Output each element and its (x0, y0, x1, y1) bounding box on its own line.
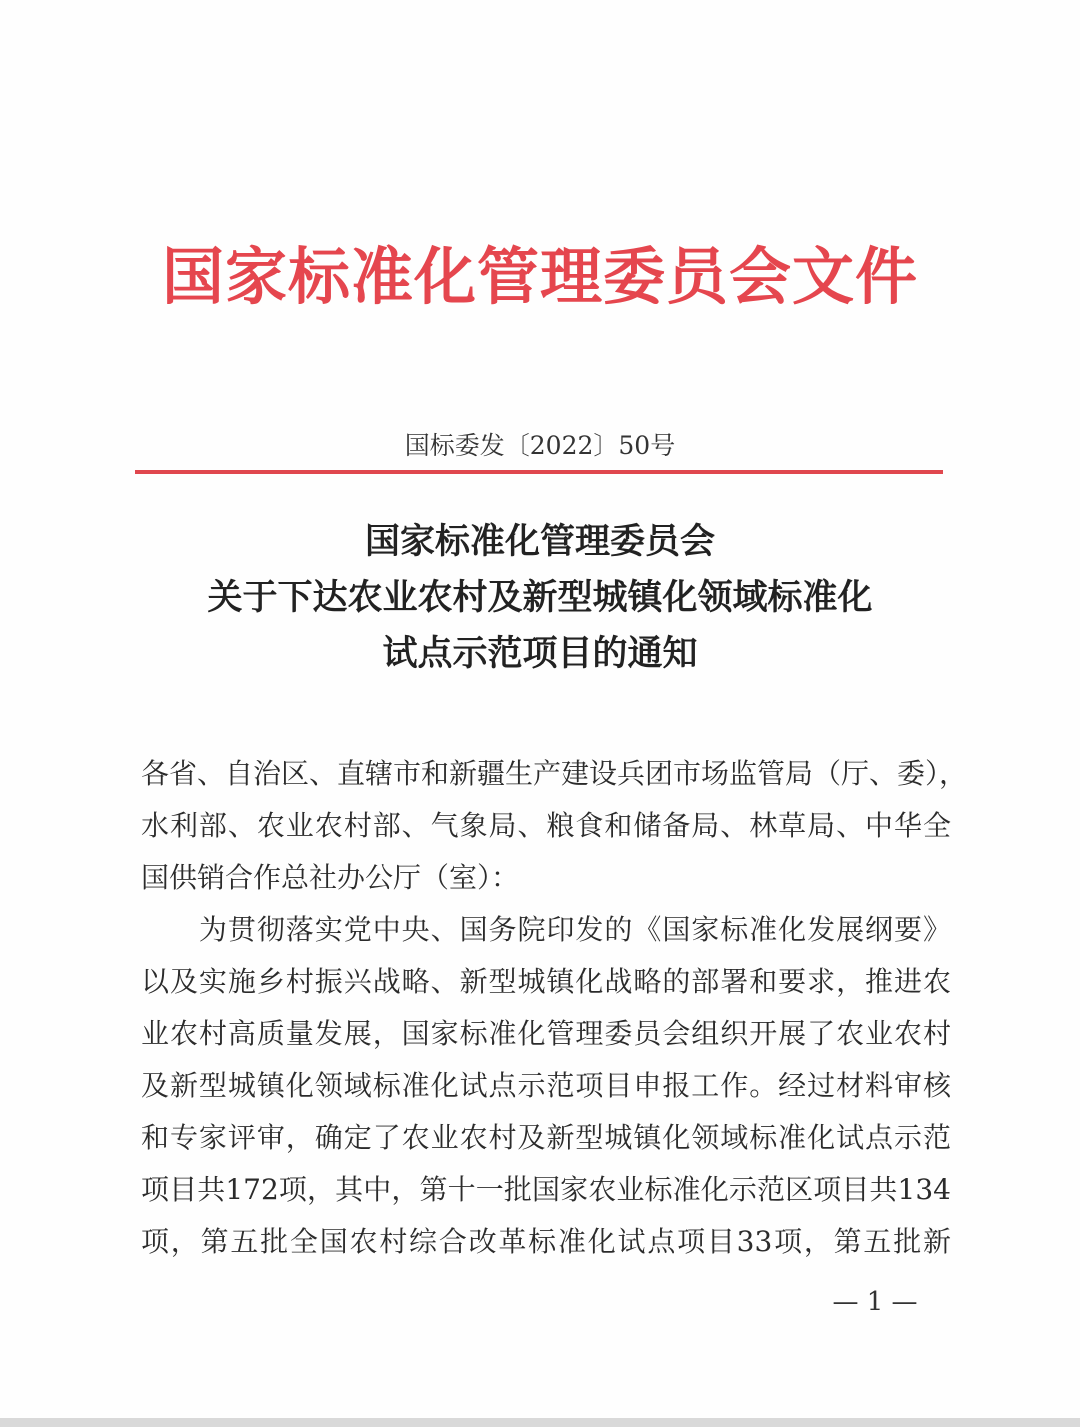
body-paragraph-line: 及新型城镇化领域标准化试点示范项目申报工作。经过材料审核 (141, 1069, 951, 1102)
page-bottom-edge (0, 1418, 1080, 1427)
document-body (141, 748, 968, 1268)
document-title-line: 试点示范项目的通知 (382, 634, 698, 674)
body-paragraph-line: 项目共172项，其中，第十一批国家农业标准化示范区项目共134 (141, 1173, 951, 1206)
addressee-line: 国供销合作总社办公厅（室）： (141, 861, 520, 894)
addressee-line: 各省、自治区、直辖市和新疆生产建设兵团市场监管局（厅、委）， (141, 757, 968, 790)
body-paragraph-line: 以及实施乡村振兴战略、新型城镇化战略的部署和要求，推进农 (141, 965, 951, 998)
document-title (0, 514, 1080, 682)
document-header-title: 国家标准化管理委员会文件 (161, 240, 918, 313)
document-title-line: 国家标准化管理委员会 (364, 522, 715, 562)
addressee-line: 水利部、农业农村部、气象局、粮食和储备局、林草局、中华全 (141, 809, 951, 842)
page-number: — 1 — (832, 1287, 918, 1317)
document-title-line: 关于下达农业农村及新型城镇化领域标准化 (207, 578, 873, 618)
body-paragraph-line: 项，第五批全国农村综合改革标准化试点项目33项，第五批新 (141, 1225, 951, 1258)
document-number: 国标委发〔2022〕50号 (404, 431, 676, 460)
body-paragraph-line: 为贯彻落实党中央、国务院印发的《国家标准化发展纲要》 (141, 913, 951, 946)
red-divider-line (135, 470, 943, 474)
body-paragraph-line: 和专家评审，确定了农业农村及新型城镇化领域标准化试点示范 (141, 1121, 951, 1154)
body-paragraph-line: 业农村高质量发展，国家标准化管理委员会组织开展了农业农村 (141, 1017, 951, 1050)
